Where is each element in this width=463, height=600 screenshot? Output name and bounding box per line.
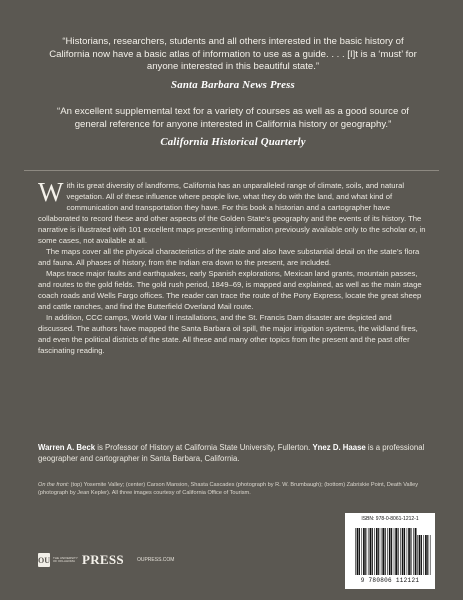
description-paragraph-3: Maps trace major faults and earthquakes, early Spanish explorations, Mexican land grants, mountain passes, and routes to the gold fields. The gold rush period, 1849–69, is mapped and explained, as well as the main stage coach roads and Wells Fargo offices. The reader can trace the route of the Pony Express, locate the great sheep and cattle ranches, and find the Butterfield Overland Mail route. [38, 269, 422, 311]
barcode-addon-icon [417, 535, 431, 575]
review-quote-2-text: “An excellent supplemental text for a variety of courses as well as a good source of general reference for anyone interested in California history or geography.” [57, 106, 409, 130]
barcode-number: 9 780806 112121 [360, 577, 420, 584]
author-name-2: Ynez D. Haase [312, 443, 366, 452]
publisher-name: PRESS [82, 552, 124, 567]
book-description [38, 177, 426, 356]
review-quote-1-source: Santa Barbara News Press [171, 78, 295, 91]
author-bios [38, 442, 426, 464]
description-paragraph-1 [38, 177, 426, 246]
barcode-icon [355, 528, 417, 575]
review-quote-1 [44, 36, 422, 91]
cover-credits-label: On the front: [38, 482, 70, 488]
publisher-logo [38, 553, 174, 567]
description-paragraph-2: The maps cover all the physical characteristics of the state and also have substantial detail on the state’s flora and fauna. All phases of history, from the Indian era down to the present, are included. [38, 247, 420, 267]
author-bio-1: is Professor of History at California State University, Fullerton. [95, 443, 313, 452]
author-name-1: Warren A. Beck [38, 443, 96, 452]
isbn-label: ISBN: 978-0-8061-1212-1 [361, 516, 419, 522]
author-bio-2: is a professional geographer and cartographer in Santa Barbara, California. [38, 443, 425, 463]
description-paragraph-1-text: ith its great diversity of landforms, California has an unparalleled range of climate, soils, and natural vegetation. All of these influence where people live, what they do with the land, and what kind of communication and transportation they have. For this book a historian and a cartographer have collaborated to record these and other aspects of the Golden State’s geography and the events of its history. The narrative is illustrated with 101 excellent maps presenting information previously available only to the scholar or, in some cases, not available at all. [38, 181, 426, 245]
cover-credits-text: (top) Yosemite Valley; (center) Carson Mansion, Shasta Cascades (photograph by R. W. Brumbaugh); (bottom) Zabriskie Point, Death Valley (photograph by Jean Kepler). All three images courtesy of California Office of Tourism. [38, 482, 419, 497]
ou-logo-icon: OU [38, 553, 50, 567]
review-quote-1-text: “Historians, researchers, students and all others interested in the basic history of California now have a basic atlas of information to use as a guide. . . . [I]t is a ‘must’ for anyone interested in this beautiful state.” [49, 36, 417, 73]
isbn-barcode [345, 513, 435, 589]
drop-cap: W [38, 177, 64, 207]
cover-credits [38, 481, 426, 498]
description-paragraph-4: In addition, CCC camps, World War II installations, and the St. Francis Dam disaster are depicted and discussed. The authors have mapped the Santa Barbara oil spill, the major irrigation systems, the wildland fires, and even the political districts of the state. All these and many other topics from the present and the past offer fascinating reading. [38, 313, 418, 355]
publisher-university: THE UNIVERSITY OF OKLAHOMA [53, 555, 78, 563]
review-quote-2-source: California Historical Quarterly [160, 136, 306, 149]
review-quote-2 [44, 106, 422, 149]
divider-line [24, 170, 439, 171]
publisher-url: OUPRESS.COM [136, 557, 175, 563]
